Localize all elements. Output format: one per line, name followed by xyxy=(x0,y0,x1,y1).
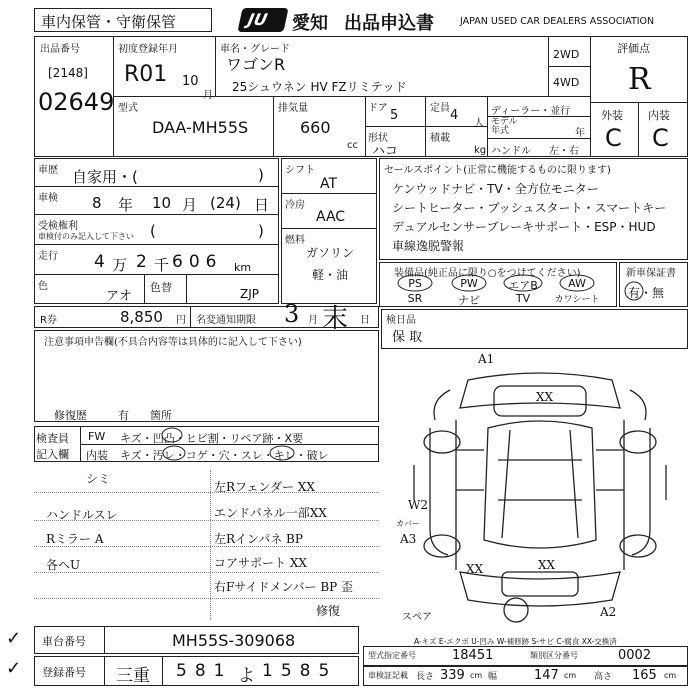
disp-unit: cc xyxy=(347,140,358,151)
cert-label-1: 型式指定番号 xyxy=(368,651,416,660)
shift-value: AT xyxy=(320,176,338,192)
name-change-label: 名変通知期限 xyxy=(196,315,256,326)
diag-a2: A2 xyxy=(600,605,617,619)
mileage-label: 走行 xyxy=(38,251,58,262)
doors-label: ドア xyxy=(368,103,388,114)
repair-label: 修復歴 xyxy=(54,409,87,422)
storage-tab xyxy=(34,8,212,32)
warranty-circle xyxy=(622,280,646,302)
note-left-2: Rミラー A xyxy=(46,532,104,546)
sp-line-2: シートヒーター・プッシュスタート・スマートキー xyxy=(392,201,667,215)
chassis-label: 車台番号 xyxy=(42,635,86,648)
rtax-value: 8,850 xyxy=(120,308,163,326)
equip-navi: ナビ xyxy=(458,294,480,307)
sp-line-3: デュアルセンサーブレーキサポート・ESP・HUD xyxy=(392,220,656,234)
fuel-value: ガソリン xyxy=(306,246,355,260)
reg-era-year: R01 xyxy=(124,62,168,87)
cert-value-2: 0002 xyxy=(618,648,652,663)
insp-month: 10 xyxy=(152,194,172,212)
note-right-6: 修復 xyxy=(316,604,341,618)
disp-value: 660 xyxy=(300,118,331,137)
dealer-label: ディーラー・並行 xyxy=(491,106,571,117)
diag-legend: A-キズ E-エクボ U-凹み W-補修跡 S-サビ C-腐食 XX-交換済 xyxy=(414,637,617,646)
reg-month-unit: 月 xyxy=(203,90,213,101)
equip-ps: PS xyxy=(408,277,422,290)
equip-tv: TV xyxy=(515,292,531,305)
payload-label: 積載 xyxy=(430,133,450,144)
lot-number: 02649 xyxy=(38,88,115,116)
fuel-alt: 軽・油 xyxy=(312,268,349,282)
english-title: JAPAN USED CAR DEALERS ASSOCIATION xyxy=(460,16,655,27)
selling-points-label: セールスポイント(正常に機能するものに限ります) xyxy=(384,165,611,176)
rtax-label: R券 xyxy=(40,315,57,326)
note-right-1: 左Rフェンダー XX xyxy=(214,480,315,494)
insp-year: 8 xyxy=(92,194,102,212)
diag-xx-bl: XX xyxy=(466,562,484,576)
handle-opts: 左・右 xyxy=(549,146,579,157)
note-right-3: 左Rインパネ BP xyxy=(214,532,303,546)
dims-label: 車検証記載 xyxy=(368,671,408,680)
title-deed-open: ( xyxy=(150,222,156,240)
name-change-month: 3 xyxy=(284,300,300,328)
model-year-label: モデル年式 xyxy=(491,117,518,136)
fw-label: FW xyxy=(88,430,106,443)
note-shimi: シミ xyxy=(86,472,111,486)
notes-label: 注意事項申告欄(不具合内容等は具体的に記入して下さい) xyxy=(44,337,302,348)
dims-len-unit: cm xyxy=(470,671,483,680)
shape-value: ハコ xyxy=(372,144,399,159)
diag-w2: W2 xyxy=(408,498,428,512)
handle-label: ハンドル xyxy=(491,146,531,157)
note-right-5: 右Fサイドメンバー BP 歪 xyxy=(214,580,354,594)
shift-label: シフト xyxy=(285,165,315,176)
doors-value: 5 xyxy=(390,108,399,123)
payload-unit: kg xyxy=(474,145,487,156)
repair-unit: 箇所 xyxy=(150,409,172,422)
lot-sub: [2148] xyxy=(48,66,88,80)
post-check-value: 保 取 xyxy=(392,330,423,345)
mileage-unit: km xyxy=(234,261,252,274)
drive-4wd: 4WD xyxy=(553,76,580,89)
inspector-label-1: 検査員 xyxy=(36,432,69,445)
plate-num: 1585 xyxy=(262,661,338,681)
cert-value-1: 18451 xyxy=(452,648,494,663)
dims-wid-unit: cm xyxy=(564,671,577,680)
check-mark-1: ✓ xyxy=(6,628,22,649)
reg-month: 10 xyxy=(182,74,199,89)
sp-line-4: 車線逸脱警報 xyxy=(392,239,465,253)
dims-hgt-unit: cm xyxy=(664,671,677,680)
equip-aw: AW xyxy=(568,277,586,290)
grade-score: R xyxy=(628,62,651,97)
insp-year-unit: 年 xyxy=(118,196,134,214)
type-label: 型式 xyxy=(118,103,138,114)
plate-class: 581 xyxy=(176,661,233,681)
inspector-label-2: 記入欄 xyxy=(36,448,69,461)
cap-unit: 人 xyxy=(474,118,484,129)
equipment-circles xyxy=(390,274,610,294)
check-mark-2: ✓ xyxy=(6,658,22,679)
shape-label: 形状 xyxy=(368,133,388,144)
type-value: DAA-MH55S xyxy=(152,118,249,137)
note-left-3: 各ヘU xyxy=(46,558,81,572)
insp-day-unit: 日 xyxy=(254,196,270,214)
ac-label: 冷房 xyxy=(285,200,305,211)
diag-spare: スペア xyxy=(402,612,432,623)
title-deed-label: 受検権利 xyxy=(38,221,78,232)
equipment-label: 装備品(純正品に限り○をつけてください) xyxy=(394,268,581,279)
int-grade: C xyxy=(652,124,669,152)
warranty-label: 新車保証書 xyxy=(626,268,676,279)
title-deed-close: ) xyxy=(258,222,264,240)
note-right-4: コアサポート XX xyxy=(214,556,307,570)
cap-label: 定員 xyxy=(430,103,450,114)
dims-len: 339 xyxy=(440,668,465,683)
in-items: キズ・汚レ・コゲ・穴・スレ・キレ・破レ xyxy=(120,449,329,462)
int-label: 内装 xyxy=(648,109,670,122)
model-name: ワゴンR xyxy=(226,55,286,74)
name-change-unit1: 月 xyxy=(308,315,318,326)
cap-value: 4 xyxy=(450,108,459,123)
mileage-sen-unit: 千 xyxy=(154,256,170,274)
model-grade: 25シュウネン HV FZリミテッド xyxy=(232,80,407,94)
history-close: ) xyxy=(258,166,264,184)
color-code: ZJP xyxy=(240,287,259,301)
equip-airbag: エアB xyxy=(508,279,538,292)
color-num-label: 色替 xyxy=(150,281,172,294)
plate-label: 登録番号 xyxy=(42,666,86,679)
cert-label-2: 類別区分番号 xyxy=(530,651,578,660)
name-change-unit2: 日 xyxy=(360,315,370,326)
inspector-circles xyxy=(150,426,310,462)
dims-hgt-label: 高さ xyxy=(594,672,613,682)
ju-logo xyxy=(237,8,288,32)
diag-cover: カバー xyxy=(396,519,420,528)
name-change-mark: 末 xyxy=(322,304,349,334)
ext-grade: C xyxy=(605,124,622,152)
in-label: 内装 xyxy=(86,449,108,462)
dims-wid-label: 幅 xyxy=(488,672,498,682)
note-left-1: ハンドルスレ xyxy=(46,508,118,522)
repair-value: 有 xyxy=(118,409,129,422)
chassis-value: MH55S-309068 xyxy=(172,631,296,650)
diag-a1: A1 xyxy=(478,352,495,366)
mileage-sen-val: 2 xyxy=(136,252,147,272)
plate-kana: よ xyxy=(238,666,255,686)
fw-items: キズ・凹凸・ヒビ割・リペア跡・X要 xyxy=(120,432,304,445)
form-title: 出品申込書 xyxy=(344,13,434,34)
title-deed-note: 車検付のみ記入して下さい xyxy=(38,232,134,241)
history-label: 車歴 xyxy=(38,165,58,176)
diag-a3: A3 xyxy=(400,532,417,546)
model-label: 車名・グレード xyxy=(220,44,290,55)
grade-label: 評価点 xyxy=(617,42,650,55)
equip-sr: SR xyxy=(407,292,423,305)
mileage-rest: 606 xyxy=(172,252,223,272)
post-check-label: 検日品 xyxy=(386,315,416,326)
disp-label: 排気量 xyxy=(278,103,308,114)
inspection-label: 車検 xyxy=(38,193,58,204)
ext-label: 外装 xyxy=(601,109,623,122)
insp-day: (24) xyxy=(210,194,241,212)
dims-hgt: 165 xyxy=(632,668,657,683)
drive-2wd: 2WD xyxy=(553,48,580,61)
note-right-2: エンドパネル一部XX xyxy=(214,506,327,520)
insp-month-unit: 月 xyxy=(182,196,198,214)
dims-len-label: 長さ xyxy=(416,672,435,682)
post-check-frame xyxy=(381,309,688,349)
ju-logo-text: JU xyxy=(246,10,270,29)
reg-label: 初度登録年月 xyxy=(118,44,178,55)
lot-label: 出品番号 xyxy=(40,44,80,55)
color-value: アオ xyxy=(106,289,132,304)
plate-pref: 三重 xyxy=(116,666,150,686)
diag-xx-br: XX xyxy=(538,558,556,572)
mileage-man-unit: 万 xyxy=(112,256,128,274)
rtax-unit: 円 xyxy=(176,315,186,326)
model-year-unit: 年 xyxy=(575,128,585,139)
sp-line-1: ケンウッドナビ・TV・全方位モニター xyxy=(392,182,599,196)
history-value: 自家用・( xyxy=(72,168,138,186)
equip-leather: カワシート xyxy=(554,295,600,305)
org-name: 愛知 xyxy=(292,13,328,34)
equip-pw: PW xyxy=(460,277,478,290)
ac-value: AAC xyxy=(316,209,346,225)
warranty-value: 有・無 xyxy=(628,286,665,300)
dims-wid: 147 xyxy=(534,668,559,683)
mileage-man: 4 xyxy=(94,252,105,272)
storage-tab-label: 車内保管・守衛保管 xyxy=(41,13,177,31)
color-label: 色 xyxy=(38,281,48,292)
diag-xx-top: XX xyxy=(536,390,554,404)
fuel-label: 燃料 xyxy=(285,235,305,246)
